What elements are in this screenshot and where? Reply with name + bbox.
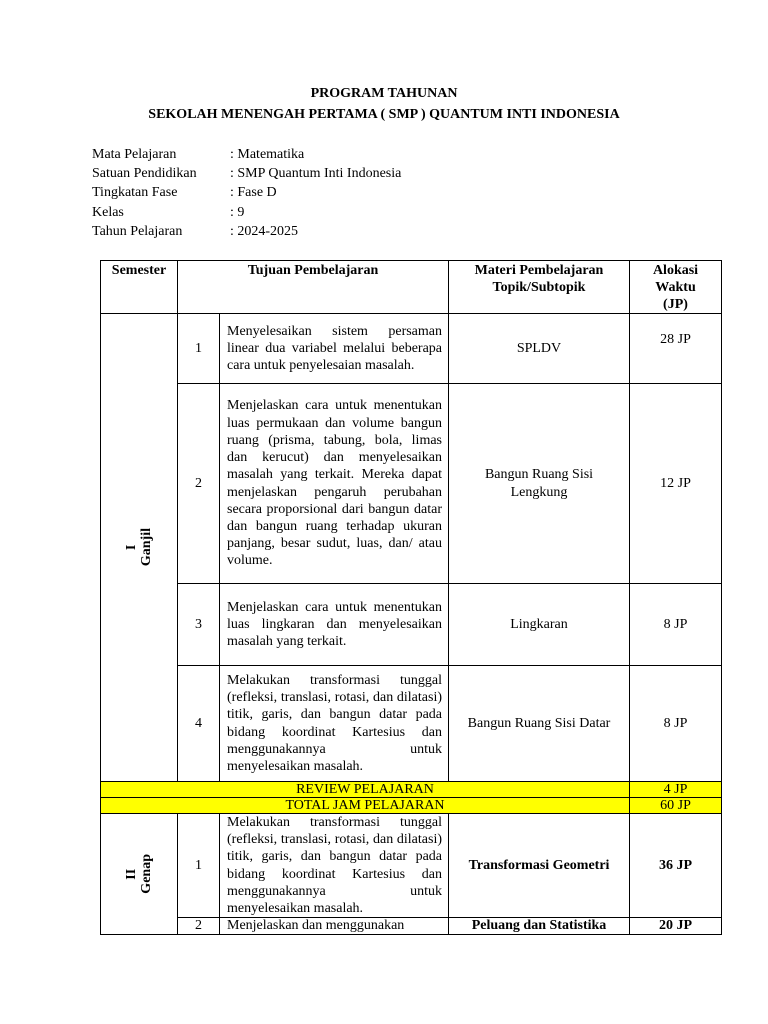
info-row [92,164,401,183]
info-block [92,145,401,241]
info-value: : Matematika [230,147,305,162]
tujuan-cell: Menjelaskan cara untuk menentukan luas lingkaran dan menyelesaikan masalah yang terkait. [220,584,449,666]
row-number: 1 [178,314,220,384]
materi-cell: Bangun Ruang Sisi Lengkung [449,384,630,584]
jp-cell: 8 JP [630,666,722,782]
review-jp: 4 JP [630,782,722,798]
info-value: : 9 [230,204,245,220]
total-label: TOTAL JAM PELAJARAN [101,798,630,814]
info-row [92,145,401,164]
info-value: : SMP Quantum Inti Indonesia [230,166,402,182]
info-row [92,183,401,202]
total-row [101,798,722,814]
materi-cell: SPLDV [449,314,630,384]
table-row [101,814,722,918]
jp-cell: 8 JP [630,584,722,666]
program-table [100,260,722,935]
jp-cell: 12 JP [630,384,722,584]
table-row [101,918,722,935]
row-number: 1 [178,814,220,918]
materi-cell: Transformasi Geometri [449,814,630,918]
info-label: Tahun Pelajaran [92,223,183,239]
materi-cell: Lingkaran [449,584,630,666]
info-label: Satuan Pendidikan [92,166,197,182]
header-materi: Materi Pembelajaran Topik/Subtopik [449,261,630,314]
table-row [101,314,722,384]
document-title: PROGRAM TAHUNAN [310,86,458,101]
tujuan-cell: Melakukan transformasi tunggal (refleksi, translasi, rotasi, dan dilatasi) titik, garis, dan bangun datar pada bidang koordinat Kartesius dan menggunakannya untuk menyelesaikan masalah. [220,666,449,782]
review-label: REVIEW PELAJARAN [101,782,630,798]
info-label: Tingkatan Fase [92,185,178,201]
info-value: : 2024-2025 [230,223,299,239]
tujuan-cell: Menyelesaikan sistem persaman linear dua variabel melalui beberapa cara untuk penyelesaian masalah. [220,314,449,384]
tujuan-cell: Menjelaskan cara untuk menentukan luas permukaan dan volume bangun ruang (prisma, tabung, bola, limas dan kerucut) dan menyelesaikan masalah yang terkait. Mereka dapat menjelaskan pengaruh perubahan secara proporsional dari bangun datar dan bangun ruang terhadap ukuran panjang, besar sudut, luas, dan/ atau volume. [220,384,449,584]
jp-cell: 36 JP [630,814,722,918]
materi-cell: Bangun Ruang Sisi Datar [449,666,630,782]
review-row [101,782,722,798]
materi-cell: Peluang dan Statistika [449,918,630,935]
info-value: : Fase D [230,185,277,201]
tujuan-cell: Melakukan transformasi tunggal (refleksi, translasi, rotasi, dan dilatasi) titik, garis, dan bangun datar pada bidang koordinat Kartesius dan menggunakannya untuk menyelesaikan masalah. [220,814,449,918]
table-row [101,384,722,584]
jp-cell: 20 JP [630,918,722,935]
jp-cell: 28 JP [630,314,722,384]
info-row [92,222,401,241]
semester-label: II Genap [124,854,154,894]
table-header-row [101,261,722,314]
row-number: 2 [178,918,220,935]
tujuan-cell: Menjelaskan dan menggunakan [220,918,449,935]
header-semester: Semester [101,261,178,314]
table-row [101,584,722,666]
semester-cell-2 [101,814,178,935]
row-number: 3 [178,584,220,666]
info-row [92,203,401,222]
info-label: Kelas [92,204,124,220]
table-row [101,666,722,782]
row-number: 2 [178,384,220,584]
document-subtitle: SEKOLAH MENENGAH PERTAMA ( SMP ) QUANTUM INTI INDONESIA [148,107,620,122]
semester-cell-1 [101,314,178,782]
info-label: Mata Pelajaran [92,147,177,162]
header-tujuan: Tujuan Pembelajaran [178,261,449,314]
header-alokasi: Alokasi Waktu (JP) [630,261,722,314]
row-number: 4 [178,666,220,782]
semester-label: I Ganjil [124,528,154,567]
total-jp: 60 JP [630,798,722,814]
